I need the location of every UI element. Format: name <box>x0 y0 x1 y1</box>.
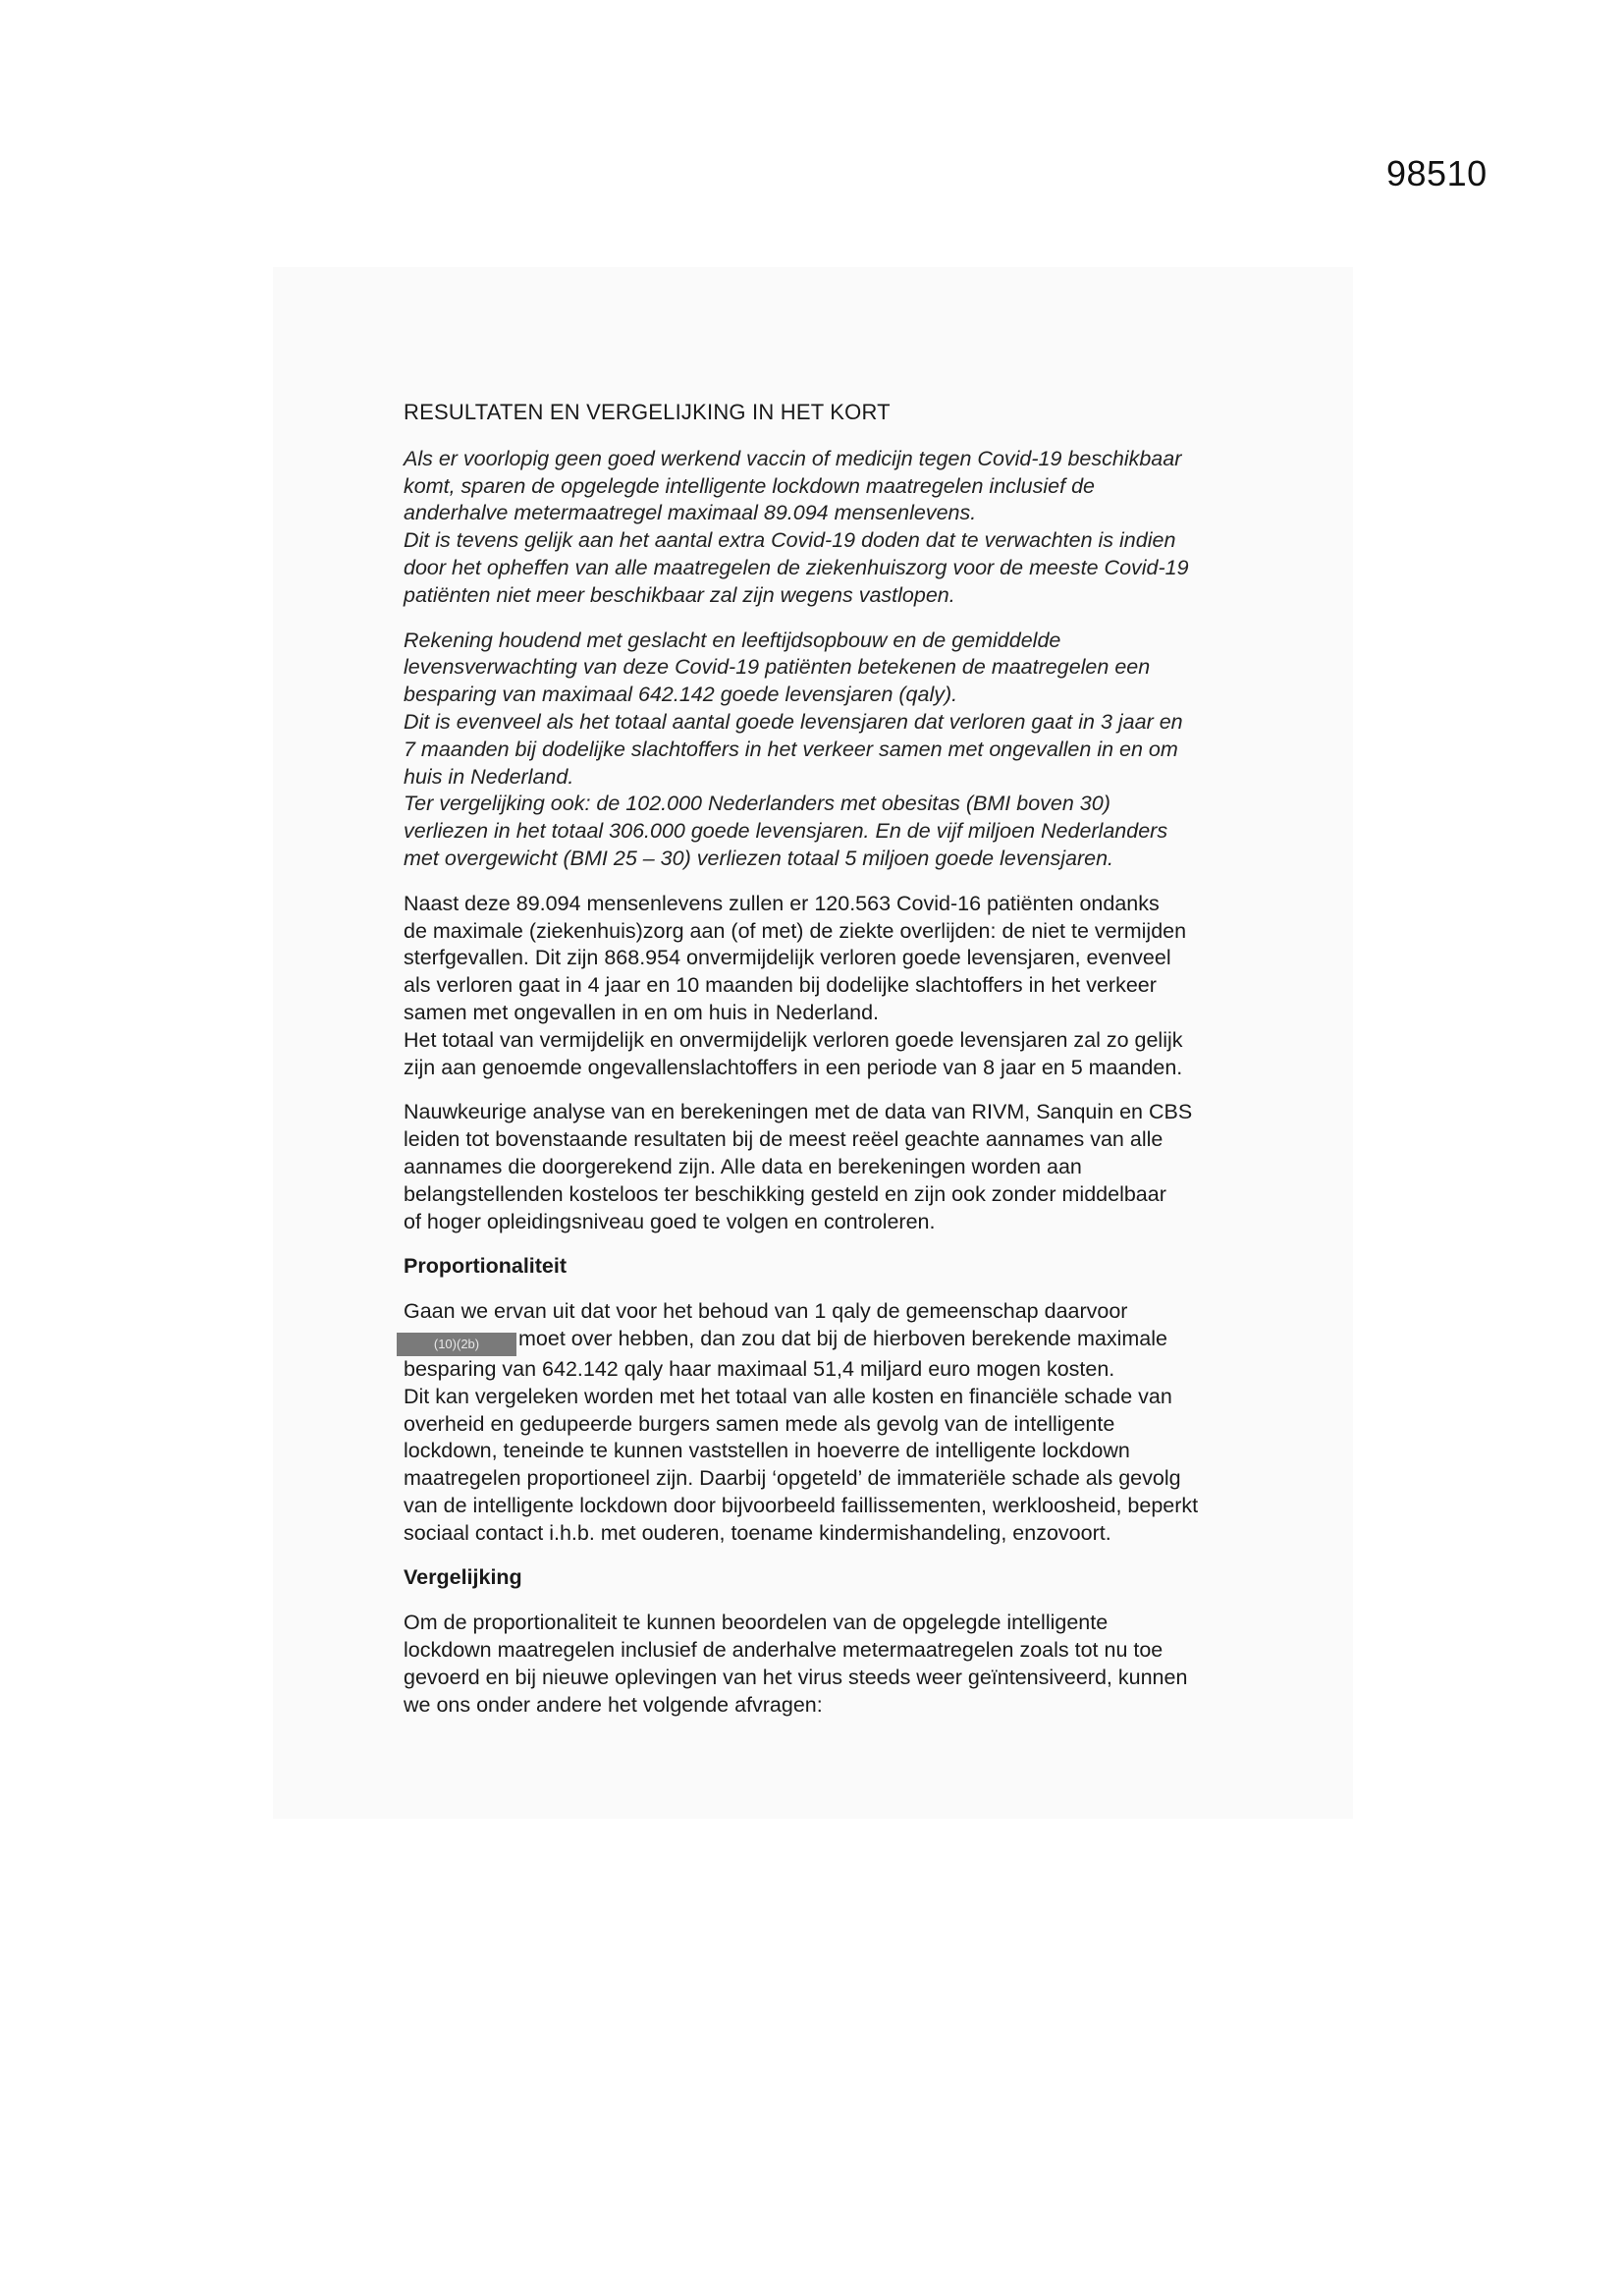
text-line: lockdown, teneinde te kunnen vaststellen in hoeverre de intelligente lockdown <box>404 1439 1130 1463</box>
text-line: anderhalve metermaatregel maximaal 89.094 mensenlevens. <box>404 501 977 525</box>
text-line: samen met ongevallen in en om huis in Nederland. <box>404 1000 880 1024</box>
text-line: gevoerd en bij nieuwe oplevingen van het virus steeds weer geïntensiveerd, kunnen <box>404 1665 1188 1689</box>
text-line: sociaal contact i.h.b. met ouderen, toename kindermishandeling, enzovoort. <box>404 1520 1111 1545</box>
text-line: Dit is tevens gelijk aan het aantal extra Covid-19 doden dat te verwachten is indien <box>404 528 1176 553</box>
text-line: Als er voorlopig geen goed werkend vaccin of medicijn tegen Covid-19 beschikbaar <box>404 446 1182 470</box>
text-line: of hoger opleidingsniveau goed te volgen en controleren. <box>404 1209 936 1233</box>
text-line: Ter vergelijking ook: de 102.000 Nederlanders met obesitas (BMI boven 30) <box>404 792 1110 816</box>
document-title: RESULTATEN EN VERGELIJKING IN HET KORT <box>404 400 891 424</box>
text-line: sterfgevallen. Dit zijn 868.954 onvermijdelijk verloren goede levensjaren, evenveel <box>404 946 1171 970</box>
text-line-with-redaction <box>404 1326 1240 1356</box>
paragraph-proportionality <box>404 1298 1240 1547</box>
text-line: 7 maanden bij dodelijke slachtoffers in het verkeer samen met ongevallen in en om <box>404 737 1178 761</box>
text-line: de maximale (ziekenhuis)zorg aan (of met) de ziekte overlijden: de niet te vermijden <box>404 918 1187 943</box>
text-line: lockdown maatregelen inclusief de anderhalve metermaatregelen zoals tot nu toe <box>404 1638 1164 1663</box>
text-line: overheid en gedupeerde burgers samen mede als gevolg van de intelligente <box>404 1411 1115 1436</box>
text-line: Naast deze 89.094 mensenlevens zullen er 120.563 Covid-16 patiënten ondanks <box>404 891 1160 915</box>
redaction-block: (10)(2b) <box>397 1333 516 1356</box>
text-line: komt, sparen de opgelegde intelligente lockdown maatregelen inclusief de <box>404 473 1095 498</box>
text-line: met overgewicht (BMI 25 – 30) verliezen totaal 5 miljoen goede levensjaren. <box>404 846 1114 870</box>
section-heading-vergelijking: Vergelijking <box>404 1565 522 1590</box>
paragraph-comparison <box>404 1610 1240 1719</box>
text-line: besparing van maximaal 642.142 goede levensjaren (qaly). <box>404 683 958 707</box>
document-number: 98510 <box>1386 153 1488 193</box>
text-line: door het opheffen van alle maatregelen de ziekenhuiszorg voor de meeste Covid-19 <box>404 555 1189 579</box>
text-line: Het totaal van vermijdelijk en onvermijdelijk verloren goede levensjaren zal zo gelijk <box>404 1027 1183 1052</box>
text-line: maatregelen proportioneel zijn. Daarbij ‘opgeteld’ de immateriële schade als gevolg <box>404 1466 1181 1491</box>
paragraph-summary-lives <box>404 446 1240 610</box>
text-line: Dit kan vergeleken worden met het totaal van alle kosten en financiële schade van <box>404 1384 1172 1408</box>
text-line: Dit is evenveel als het totaal aantal goede levensjaren dat verloren gaat in 3 jaar en <box>404 709 1183 734</box>
text-line: we ons onder andere het volgende afvragen: <box>404 1692 823 1717</box>
section-heading-proportionaliteit: Proportionaliteit <box>404 1254 568 1279</box>
text-line: levensverwachting van deze Covid-19 patiënten betekenen de maatregelen een <box>404 655 1151 680</box>
text-line: verliezen in het totaal 306.000 goede levensjaren. En de vijf miljoen Nederlanders <box>404 819 1168 844</box>
text-line: patiënten niet meer beschikbaar zal zijn wegens vastlopen. <box>404 582 955 607</box>
paragraph-unavoidable-deaths <box>404 891 1240 1082</box>
text-line: belangstellenden kosteloos ter beschikking gesteld en zijn ook zonder middelbaar <box>404 1181 1166 1206</box>
text-line: besparing van 642.142 qaly haar maximaal 51,4 miljard euro mogen kosten. <box>404 1356 1115 1381</box>
text-line: Rekening houdend met geslacht en leeftijdsopbouw en de gemiddelde <box>404 628 1061 652</box>
text-line: Om de proportionaliteit te kunnen beoordelen van de opgelegde intelligente <box>404 1611 1109 1635</box>
text-line: Nauwkeurige analyse van en berekeningen met de data van RIVM, Sanquin en CBS <box>404 1100 1193 1124</box>
text-line: Gaan we ervan uit dat voor het behoud van 1 qaly de gemeenschap daarvoor <box>404 1299 1128 1324</box>
document-body <box>404 399 1240 1736</box>
text-line: huis in Nederland. <box>404 764 574 789</box>
text-line: aannames die doorgerekend zijn. Alle data en berekeningen worden aan <box>404 1154 1082 1178</box>
text-fragment: moet over hebben, dan zou dat bij de hierboven berekende maximale <box>518 1326 1167 1350</box>
text-line: zijn aan genoemde ongevallenslachtoffers in een periode van 8 jaar en 5 maanden. <box>404 1055 1183 1079</box>
paragraph-analysis <box>404 1099 1240 1235</box>
paragraph-summary-qaly <box>404 628 1240 873</box>
text-line: van de intelligente lockdown door bijvoorbeeld faillissementen, werkloosheid, beperkt <box>404 1493 1199 1517</box>
text-line: leiden tot bovenstaande resultaten bij de meest reëel geachte aannames van alle <box>404 1127 1164 1152</box>
text-line: als verloren gaat in 4 jaar en 10 maanden bij dodelijke slachtoffers in het verkeer <box>404 973 1157 998</box>
